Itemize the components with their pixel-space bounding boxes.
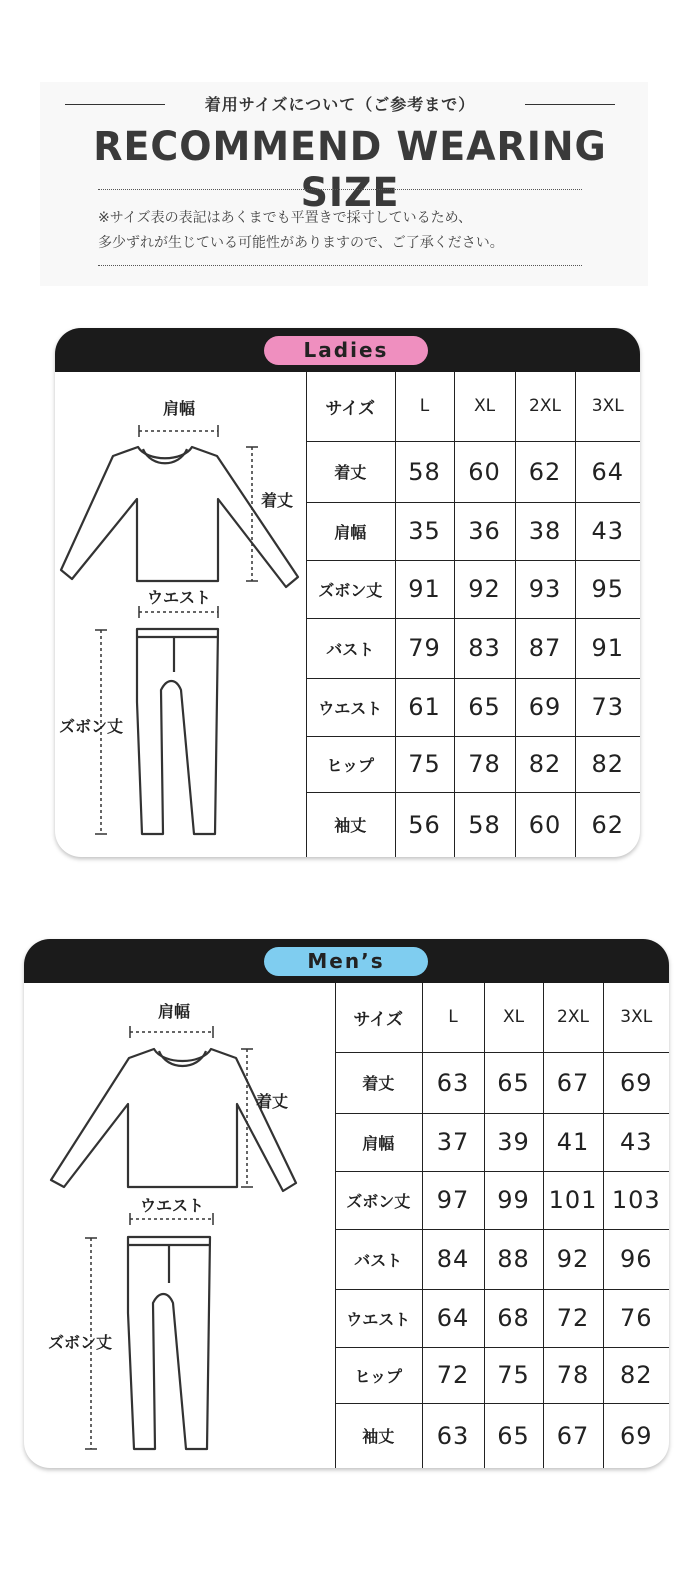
table-row — [335, 1229, 669, 1289]
page-title: RECOMMEND WEARING SIZE — [93, 124, 607, 216]
table-row — [306, 736, 640, 792]
size-note — [98, 206, 618, 256]
ladies-pants-outline — [137, 629, 218, 834]
dotted-divider-bottom — [98, 265, 582, 266]
ladies-size-col: XL — [454, 372, 515, 441]
table-cell: 64 — [575, 441, 640, 502]
table-row — [335, 1289, 669, 1347]
row-label: 着丈 — [306, 441, 395, 502]
mens-size-col: L — [422, 983, 484, 1052]
table-cell: 95 — [575, 560, 640, 618]
ladies-shirt-outline — [61, 447, 298, 587]
table-cell: 35 — [395, 502, 454, 560]
table-row — [335, 1052, 669, 1113]
ladies-size-col: 2XL — [515, 372, 575, 441]
row-label: バスト — [335, 1229, 422, 1289]
table-cell: 60 — [454, 441, 515, 502]
mens-badge: Men’s — [264, 947, 428, 976]
table-cell: 91 — [395, 560, 454, 618]
table-cell: 41 — [543, 1113, 603, 1171]
mens-label-shoulder: 肩幅 — [157, 1002, 191, 1021]
table-cell: 37 — [422, 1113, 484, 1171]
mens-label-pants-length: ズボン丈 — [48, 1333, 113, 1352]
table-cell: 63 — [422, 1403, 484, 1468]
row-label: ズボン丈 — [306, 560, 395, 618]
ladies-header-row — [306, 372, 640, 441]
table-row — [335, 1113, 669, 1171]
table-cell: 38 — [515, 502, 575, 560]
mens-corner-cell: サイズ — [335, 983, 422, 1052]
table-cell: 84 — [422, 1229, 484, 1289]
table-cell: 91 — [575, 618, 640, 678]
mens-size-table — [335, 983, 669, 1468]
table-cell: 67 — [543, 1052, 603, 1113]
note-line-2: 多少ずれが生じている可能性がありますので、ご了承ください。 — [98, 235, 504, 251]
ladies-size-card — [55, 328, 640, 857]
table-cell: 58 — [454, 792, 515, 857]
table-cell: 63 — [422, 1052, 484, 1113]
table-row — [306, 560, 640, 618]
subtitle-rule-right — [525, 104, 615, 105]
mens-garment-diagram — [24, 983, 336, 1468]
mens-label-waist: ウエスト — [139, 1196, 205, 1215]
table-cell: 96 — [603, 1229, 669, 1289]
table-cell: 65 — [484, 1052, 543, 1113]
mens-size-col: XL — [484, 983, 543, 1052]
row-label: ウエスト — [335, 1289, 422, 1347]
ladies-size-col: 3XL — [575, 372, 640, 441]
mens-shirt-outline — [51, 1049, 296, 1191]
table-cell: 60 — [515, 792, 575, 857]
table-row — [335, 1347, 669, 1403]
ladies-size-table — [306, 372, 640, 857]
table-cell: 65 — [454, 678, 515, 736]
table-cell: 69 — [603, 1403, 669, 1468]
row-label: ヒップ — [335, 1347, 422, 1403]
table-row — [306, 678, 640, 736]
mens-size-col: 2XL — [543, 983, 603, 1052]
table-row — [335, 1171, 669, 1229]
dotted-divider-top — [98, 189, 582, 190]
table-cell: 76 — [603, 1289, 669, 1347]
table-cell: 67 — [543, 1403, 603, 1468]
ladies-garment-svg — [55, 372, 306, 857]
table-row — [335, 1403, 669, 1468]
ladies-badge: Ladies — [264, 336, 428, 365]
ladies-label-waist: ウエスト — [146, 588, 212, 607]
table-cell: 68 — [484, 1289, 543, 1347]
mens-size-col: 3XL — [603, 983, 669, 1052]
table-cell: 87 — [515, 618, 575, 678]
mens-size-card — [24, 939, 669, 1468]
row-label: ヒップ — [306, 736, 395, 792]
table-cell: 72 — [543, 1289, 603, 1347]
table-cell: 82 — [575, 736, 640, 792]
table-cell: 56 — [395, 792, 454, 857]
table-cell: 65 — [484, 1403, 543, 1468]
ladies-size-col: L — [395, 372, 454, 441]
ladies-label-length: 着丈 — [261, 491, 294, 510]
table-cell: 62 — [575, 792, 640, 857]
table-cell: 75 — [484, 1347, 543, 1403]
note-line-1: ※サイズ表の表記はあくまでも平置きで採寸しているため、 — [98, 210, 473, 226]
table-cell: 92 — [543, 1229, 603, 1289]
table-cell: 69 — [515, 678, 575, 736]
row-label: 肩幅 — [306, 502, 395, 560]
row-label: 袖丈 — [306, 792, 395, 857]
table-cell: 58 — [395, 441, 454, 502]
table-cell: 92 — [454, 560, 515, 618]
table-cell: 101 — [543, 1171, 603, 1229]
ladies-garment-diagram — [55, 372, 307, 857]
row-label: 着丈 — [335, 1052, 422, 1113]
row-label: 肩幅 — [335, 1113, 422, 1171]
mens-garment-svg — [24, 983, 335, 1468]
table-cell: 61 — [395, 678, 454, 736]
table-cell: 83 — [454, 618, 515, 678]
table-cell: 75 — [395, 736, 454, 792]
table-cell: 73 — [575, 678, 640, 736]
ladies-label-pants-length: ズボン丈 — [59, 717, 124, 736]
table-cell: 99 — [484, 1171, 543, 1229]
table-cell: 72 — [422, 1347, 484, 1403]
table-cell: 103 — [603, 1171, 669, 1229]
table-cell: 64 — [422, 1289, 484, 1347]
row-label: ズボン丈 — [335, 1171, 422, 1229]
table-cell: 69 — [603, 1052, 669, 1113]
row-label: バスト — [306, 618, 395, 678]
table-row — [306, 441, 640, 502]
subtitle-line — [65, 92, 615, 118]
subtitle: 着用サイズについて（ご参考まで） — [204, 95, 476, 114]
table-cell: 39 — [484, 1113, 543, 1171]
table-cell: 62 — [515, 441, 575, 502]
table-cell: 97 — [422, 1171, 484, 1229]
ladies-label-shoulder: 肩幅 — [162, 399, 196, 418]
ladies-corner-cell: サイズ — [306, 372, 395, 441]
table-row — [306, 502, 640, 560]
table-cell: 43 — [575, 502, 640, 560]
table-cell: 82 — [515, 736, 575, 792]
row-label: 袖丈 — [335, 1403, 422, 1468]
row-label: ウエスト — [306, 678, 395, 736]
table-cell: 36 — [454, 502, 515, 560]
table-row — [306, 792, 640, 857]
mens-header-row — [335, 983, 669, 1052]
table-cell: 43 — [603, 1113, 669, 1171]
table-cell: 82 — [603, 1347, 669, 1403]
table-cell: 79 — [395, 618, 454, 678]
table-cell: 78 — [543, 1347, 603, 1403]
mens-label-length: 着丈 — [256, 1092, 289, 1111]
table-row — [306, 618, 640, 678]
table-cell: 93 — [515, 560, 575, 618]
table-cell: 88 — [484, 1229, 543, 1289]
table-cell: 78 — [454, 736, 515, 792]
